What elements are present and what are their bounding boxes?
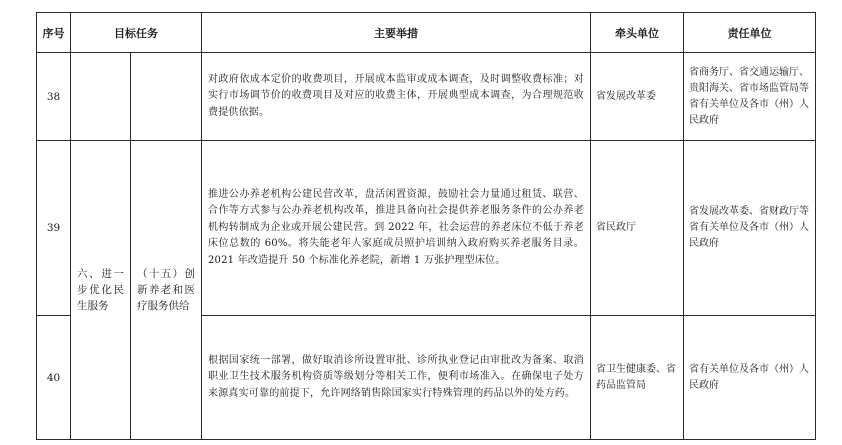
header-index: 序号: [37, 13, 71, 53]
table-header-row: [37, 13, 816, 53]
row-responsible-unit: 省有关单位及各市（州）人民政府: [684, 316, 816, 440]
sub-task: （十五）创新养老和医疗服务供给: [131, 141, 202, 440]
row-responsible-unit: 省发展改革委、省财政厅等省有关单位及各市（州）人民政府: [684, 141, 816, 316]
task-cell-empty: [131, 53, 202, 141]
table-row: [37, 53, 816, 141]
row-measure: 根据国家统一部署，做好取消诊所设置审批、诊所执业登记由审批改为备案、取消职业卫生技术服务机构资质等级划分等相关工作，便利市场准入。在确保电子处方来源真实可靠的前提下，允许网络销售除国家实行特殊管理的药品以外的处方药。: [202, 316, 591, 440]
row-responsible-unit: 省商务厅、省交通运输厅、贵阳海关、省市场监管局等省有关单位及各市（州）人民政府: [684, 53, 816, 141]
row-index: 38: [37, 53, 71, 141]
row-index: 40: [37, 316, 71, 440]
goal-cell-empty: [71, 53, 131, 141]
goal-category: 六、进一步优化民生服务: [71, 141, 131, 440]
row-lead-unit: 省民政厅: [591, 141, 684, 316]
row-measure: 对政府依成本定价的收费项目，开展成本监审或成本调查，及时调整收费标准；对实行市场调节价的收费项目及对应的收费主体，开展典型成本调查，为合理规范收费提供依据。: [202, 53, 591, 141]
row-lead-unit: 省发展改革委: [591, 53, 684, 141]
header-responsible-unit: 责任单位: [684, 13, 816, 53]
header-measure: 主要举措: [202, 13, 591, 53]
header-lead-unit: 牵头单位: [591, 13, 684, 53]
policy-task-table: [36, 12, 816, 440]
row-measure: 推进公办养老机构公建民营改革，盘活闲置资源，鼓励社会力量通过租赁、联营、合作等方式参与公办养老机构改革，推进具备向社会提供养老服务条件的公办养老机构转制成为企业或开展公建民营。到 2022 年，社会运营的养老床位不低于养老床位总数的 60%。将失能老年人家庭成员照护培训纳入政府购买养老服务目录。2021 年改造提升 50 个标准化养老院，新增 1 万张护理型床位。: [202, 141, 591, 316]
table-row: [37, 141, 816, 316]
header-goal: 目标任务: [71, 13, 202, 53]
row-index: 39: [37, 141, 71, 316]
policy-table-page: [36, 12, 815, 438]
row-lead-unit: 省卫生健康委、省药品监管局: [591, 316, 684, 440]
